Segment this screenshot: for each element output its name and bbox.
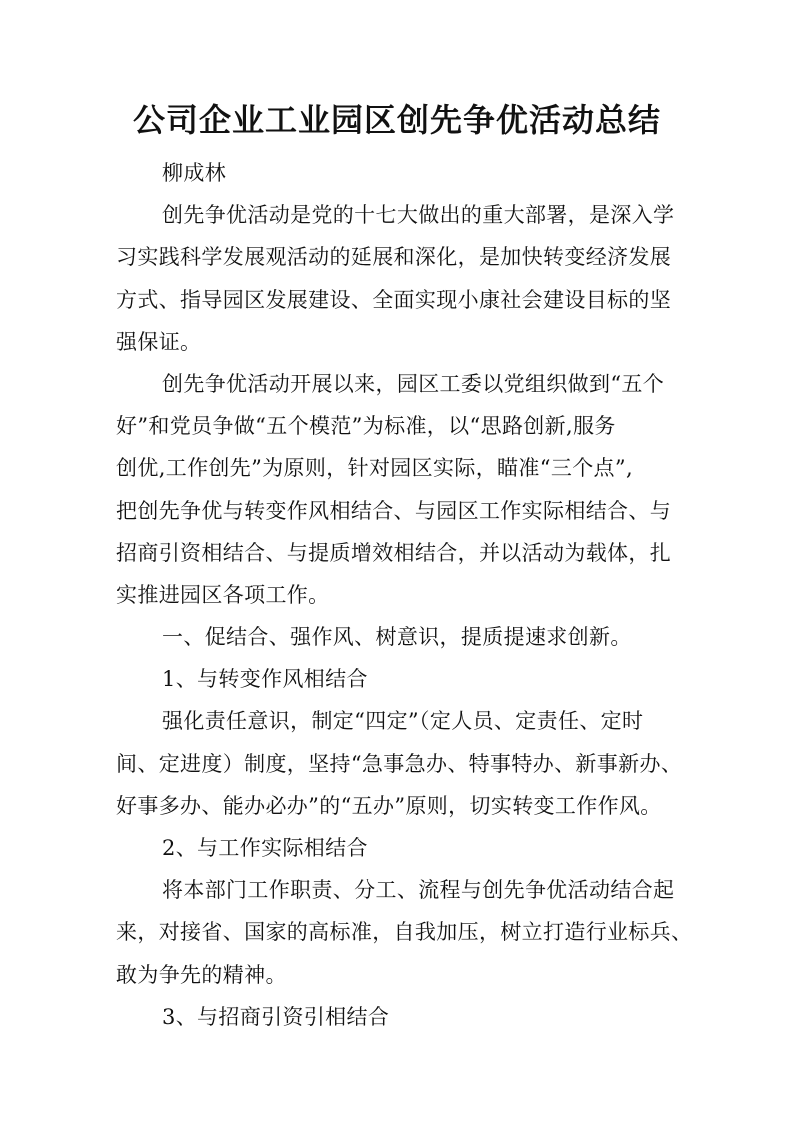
paragraph-3-line-3: 好事多办、能办必办”的“五办”原则，切实转变工作作风。 [116, 793, 662, 818]
paragraph-1-line-4: 强保证。 [116, 329, 202, 354]
subheading-2: 2、与工作实际相结合 [162, 836, 368, 860]
paragraph-4-line-1: 将本部门工作职责、分工、流程与创先争优活动结合起 [162, 878, 675, 903]
paragraph-1-line-3: 方式、指导园区发展建设、全面实现小康社会建设目标的坚 [116, 287, 672, 312]
author-name: 柳成林 [162, 161, 227, 185]
paragraph-1-line-1: 创先争优活动是党的十七大做出的重大部署，是深入学 [162, 203, 675, 228]
paragraph-3-line-2: 间、定进度）制度，坚持“急事急办、特事特办、新事新办、 [116, 751, 683, 776]
paragraph-2-line-4: 把创先争优与转变作风相结合、与园区工作实际相结合、与 [116, 498, 672, 523]
document-body [116, 155, 693, 1041]
paragraph-4-line-2: 来，对接省、国家的高标准，自我加压，树立打造行业标兵、 [116, 920, 693, 945]
paragraph-2-line-6: 实推进园区各项工作。 [116, 582, 330, 607]
paragraph-2-line-1: 创先争优活动开展以来，园区工委以党组织做到“五个 [162, 371, 665, 396]
paragraph-1-line-2: 习实践科学发展观活动的延展和深化，是加快转变经济发展 [116, 245, 672, 270]
document-title: 公司企业工业园区创先争优活动总结 [132, 101, 661, 139]
paragraph-2-line-3: 创优,工作创先”为原则，针对园区实际，瞄准“三个点”, [116, 456, 634, 481]
section-heading-1: 一、促结合、强作风、树意识，提质提速求创新。 [162, 625, 632, 650]
paragraph-3-line-1: 强化责任意识，制定“四定”（定人员、定责任、定时 [162, 709, 644, 734]
paragraph-2-line-2: 好”和党员争做“五个模范”为标准，以“思路创新,服务 [116, 414, 616, 439]
subheading-3: 3、与招商引资引相结合 [162, 1004, 390, 1029]
paragraph-2-line-5: 招商引资相结合、与提质增效相结合，并以活动为载体，扎 [116, 540, 672, 565]
subheading-1: 1、与转变作风相结合 [162, 667, 368, 692]
paragraph-4-line-3: 敢为争先的精神。 [116, 962, 287, 987]
